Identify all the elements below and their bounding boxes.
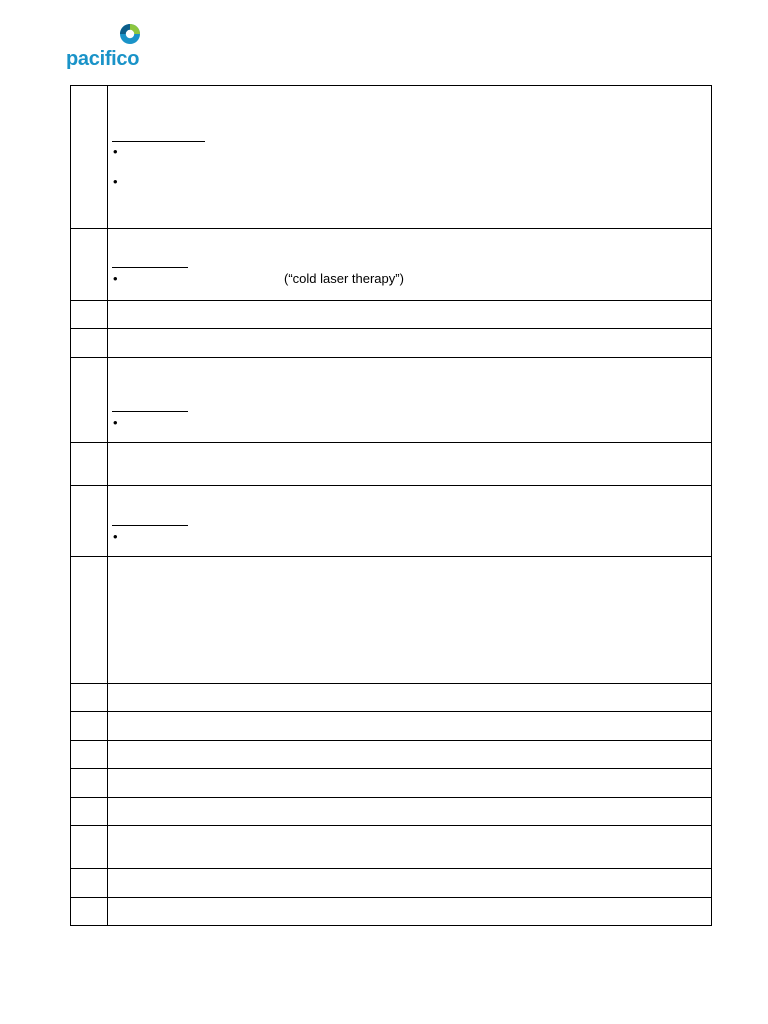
row-content-cell	[108, 712, 712, 741]
row-content-cell	[108, 826, 712, 869]
table-row	[71, 557, 712, 684]
row-number-cell	[71, 769, 108, 798]
row-content-cell	[108, 798, 712, 826]
pacifico-logo-mark-icon	[118, 22, 142, 46]
row-number-cell	[71, 358, 108, 443]
row-number-cell	[71, 329, 108, 358]
row-content-cell	[108, 486, 712, 557]
row-number-cell	[71, 826, 108, 869]
row-number-cell	[71, 869, 108, 898]
table-row	[71, 826, 712, 869]
row-number-cell	[71, 443, 108, 486]
bullet-icon: •	[113, 529, 118, 544]
row-number-cell	[71, 712, 108, 741]
row-number-cell	[71, 86, 108, 229]
row-number-cell	[71, 898, 108, 926]
table-row	[71, 798, 712, 826]
bullet-text: (“cold laser therapy”)	[284, 271, 404, 286]
pacifico-logo	[66, 22, 146, 74]
row-number-cell	[71, 486, 108, 557]
table-row	[71, 301, 712, 329]
brand-name: pacifico	[66, 48, 140, 70]
row-number-cell	[71, 798, 108, 826]
row-number-cell	[71, 229, 108, 301]
row-content-cell	[108, 869, 712, 898]
table-row	[71, 86, 712, 229]
bullet-icon: •	[113, 144, 118, 159]
table-row	[71, 486, 712, 557]
table-row	[71, 358, 712, 443]
table-row	[71, 684, 712, 712]
row-content-cell	[108, 557, 712, 684]
table-row	[71, 229, 712, 301]
table-row	[71, 741, 712, 769]
table-row	[71, 443, 712, 486]
bullet-icon: •	[113, 174, 118, 189]
table-row	[71, 898, 712, 926]
heading-underline	[112, 267, 188, 268]
row-content-cell	[108, 229, 712, 301]
bullet-icon: •	[113, 271, 118, 286]
bullet-icon: •	[113, 415, 118, 430]
heading-underline	[112, 411, 188, 412]
row-number-cell	[71, 301, 108, 329]
row-content-cell	[108, 86, 712, 229]
table-row	[71, 329, 712, 358]
row-number-cell	[71, 684, 108, 712]
row-content-cell	[108, 684, 712, 712]
table-row	[71, 769, 712, 798]
document-table	[70, 85, 712, 926]
row-content-cell	[108, 329, 712, 358]
row-content-cell	[108, 443, 712, 486]
heading-underline	[112, 141, 205, 142]
row-content-cell	[108, 358, 712, 443]
row-number-cell	[71, 557, 108, 684]
table-row	[71, 712, 712, 741]
row-number-cell	[71, 741, 108, 769]
row-content-cell	[108, 301, 712, 329]
row-content-cell	[108, 898, 712, 926]
table-row	[71, 869, 712, 898]
heading-underline	[112, 525, 188, 526]
row-content-cell	[108, 769, 712, 798]
row-content-cell	[108, 741, 712, 769]
